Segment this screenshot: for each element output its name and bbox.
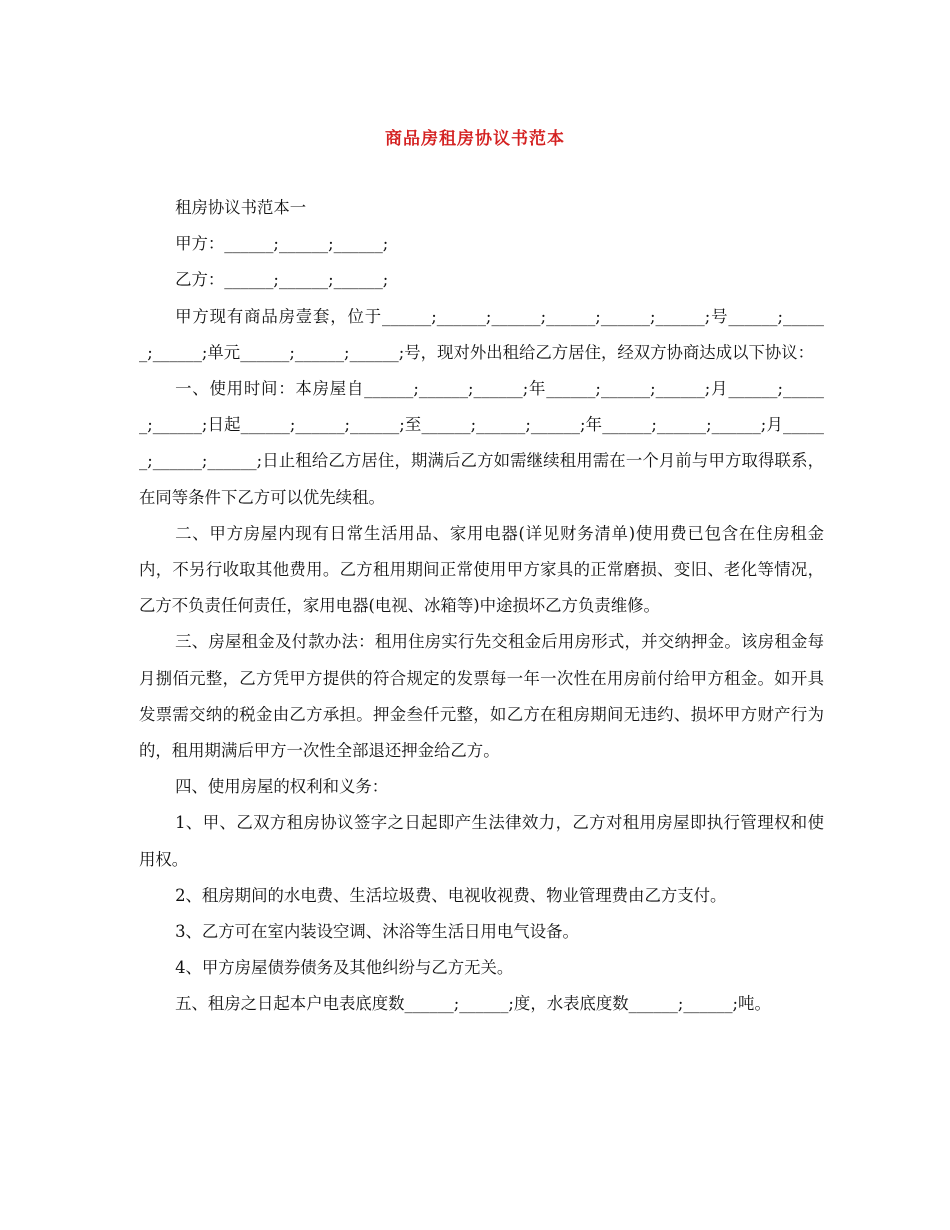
document-title: 商品房租房协议书范本 [385, 129, 565, 149]
clause-2-appliances: 二、甲方房屋内现有日常生活用品、家用电器(详见财务清单)使用费已包含在住房租金内，不另行收取其他费用。乙方租用期间正常使用甲方家具的正常磨损、变旧、老化等情况，乙方不负责任何责任，家用电器(电视、冰箱等)中途损坏乙方负责维修。 [139, 523, 824, 616]
party-b-line: 乙方：______;______;______; [175, 270, 389, 290]
clause-4-item-1: 1、甲、乙双方租房协议签字之日起即产生法律效力，乙方对租用房屋即执行管理权和使用权。 [139, 813, 824, 869]
clause-4-item-4: 4、甲方房屋债券债务及其他纠纷与乙方无关。 [175, 958, 514, 978]
clause-4-item-2: 2、租房期间的水电费、生活垃圾费、电视收视费、物业管理费由乙方支付。 [175, 885, 727, 905]
property-paragraph: 甲方现有商品房壹套，位于______;______;______;______;______;______;号______;______;______;单元______;______;______;号，现对外出租给乙方居住，经双方协商达成以下协议： [139, 306, 824, 362]
clause-5-meter-readings: 五、租房之日起本户电表底度数______;______;度，水表底度数______;______;吨。 [175, 994, 771, 1014]
clause-4-item-3: 3、乙方可在室内装设空调、沐浴等生活日用电气设备。 [175, 922, 579, 942]
party-a-line: 甲方：______;______;______; [175, 234, 389, 254]
clause-3-rent-payment: 三、房屋租金及付款办法：租用住房实行先交租金后用房形式，并交纳押金。该房租金每月捌佰元整，乙方凭甲方提供的符合规定的发票每一年一次性在用房前付给甲方租金。如开具发票需交纳的税金由乙方承担。押金叁仟元整，如乙方在租房期间无违约、损坏甲方财产行为的，租用期满后甲方一次性全部退还押金给乙方。 [139, 632, 824, 761]
clause-1-usage-period: 一、使用时间：本房屋自______;______;______;年______;______;______;月______;______;______;日起______;______;______;至______;______;______;年______;______;______;月______;______;______;日止租给乙方居住，期满后乙方如需继续租用需在一个月前与甲方取得联系，在同等条件下乙方可以优先续租。 [139, 379, 824, 507]
document-body [139, 190, 824, 1023]
section-heading: 租房协议书范本一 [175, 198, 307, 217]
clause-4-rights-heading: 四、使用房屋的权利和义务： [175, 777, 389, 797]
